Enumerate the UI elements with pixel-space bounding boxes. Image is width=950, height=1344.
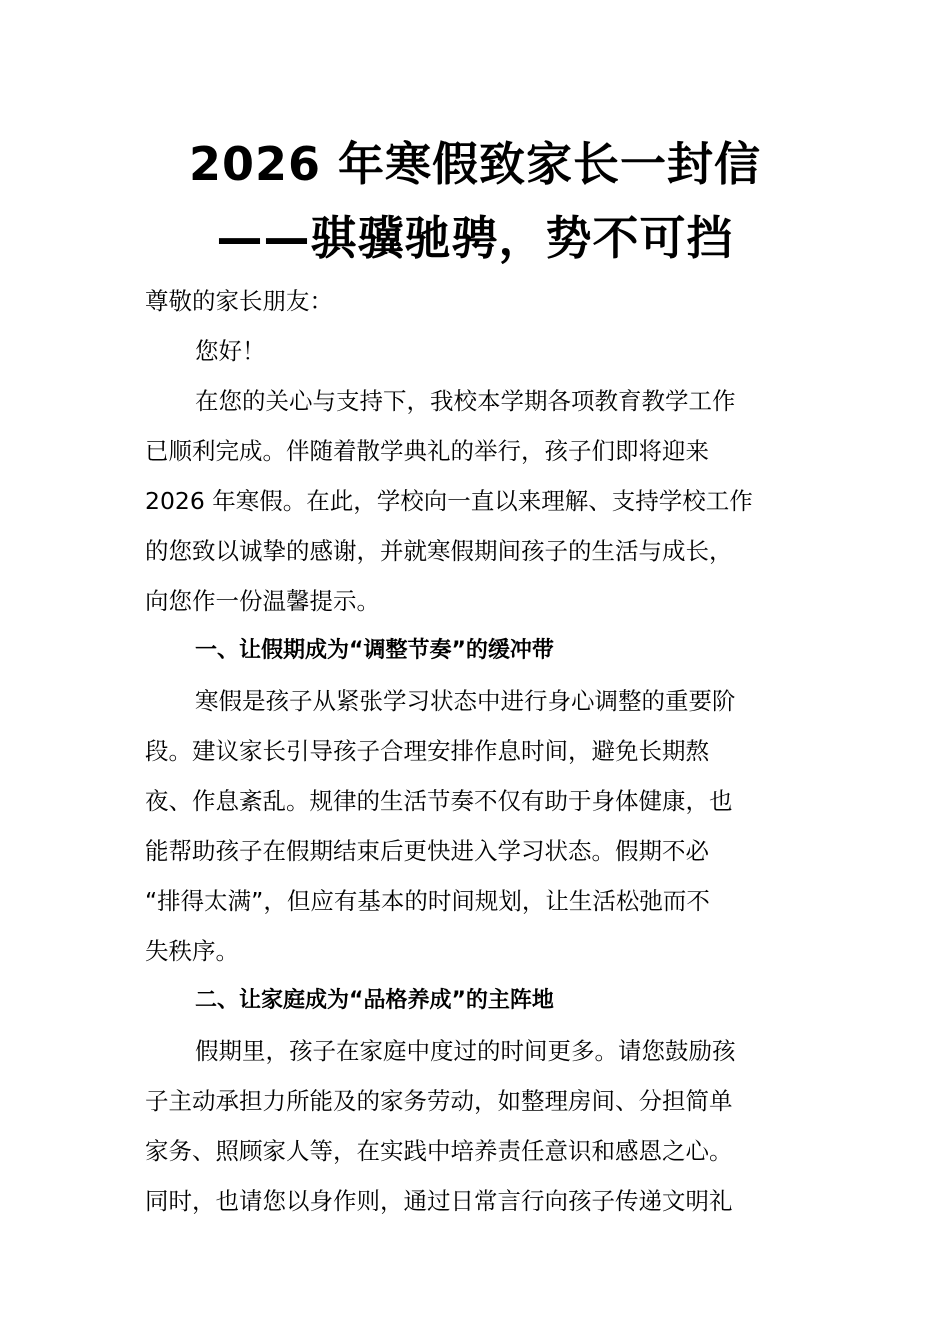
paragraph-line: 家务、照顾家人等，在实践中培养责任意识和感恩之心。 (145, 1137, 733, 1165)
paragraph-line: 夜、作息紊乱。规律的生活节奏不仅有助于身体健康，也 (145, 787, 733, 815)
paragraph-line: 假期里，孩子在家庭中度过的时间更多。请您鼓励孩 (195, 1037, 736, 1065)
title-line-2: ——骐骥驰骋，势不可挡 (216, 211, 734, 265)
paragraph-line: 子主动承担力所能及的家务劳动，如整理房间、分担简单 (145, 1087, 733, 1115)
paragraph-2 (145, 676, 810, 976)
paragraph-1 (145, 376, 810, 626)
paragraph-line: 已顺利完成。伴随着散学典礼的举行，孩子们即将迎来 (145, 437, 709, 465)
salutation: 尊敬的家长朋友： (145, 287, 333, 315)
paragraph-line: “排得太满”，但应有基本的时间规划，让生活松弛而不 (145, 887, 710, 915)
greeting: 您好！ (195, 337, 266, 365)
paragraph-line: 能帮助孩子在假期结束后更快进入学习状态。假期不必 (145, 837, 709, 865)
paragraph-line: 在您的关心与支持下，我校本学期各项教育教学工作 (195, 387, 736, 415)
letter-body (145, 276, 810, 1226)
paragraph-line: 寒假是孩子从紧张学习状态中进行身心调整的重要阶 (195, 687, 736, 715)
paragraph-3 (145, 1026, 810, 1226)
paragraph-line: 失秩序。 (145, 937, 239, 965)
section-heading-1: 一、让假期成为“调整节奏”的缓冲带 (195, 638, 554, 663)
paragraph-line: 2026 年寒假。在此，学校向一直以来理解、支持学校工作 (145, 487, 753, 515)
section-heading-2: 二、让家庭成为“品格养成”的主阵地 (195, 988, 554, 1013)
title-line-1: 2026 年寒假致家长一封信 (188, 137, 762, 191)
paragraph-line: 同时，也请您以身作则，通过日常言行向孩子传递文明礼 (145, 1187, 733, 1215)
paragraph-line: 向您作一份温馨提示。 (145, 587, 380, 615)
paragraph-line: 的您致以诚挚的感谢，并就寒假期间孩子的生活与成长， (145, 537, 733, 565)
paragraph-line: 段。建议家长引导孩子合理安排作息时间，避免长期熬 (145, 737, 709, 765)
